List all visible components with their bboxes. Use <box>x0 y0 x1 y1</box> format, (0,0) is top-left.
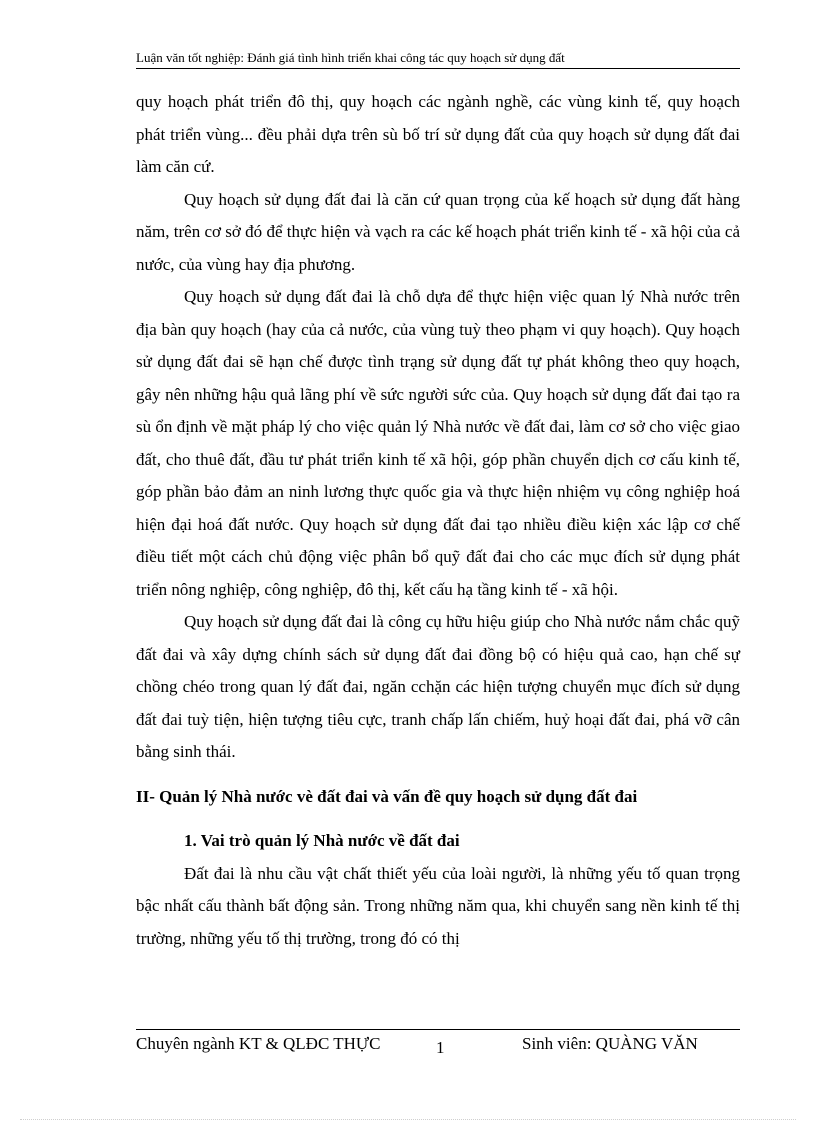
paragraph: Đất đai là nhu cầu vật chất thiết yếu của loài người, là những yếu tố quan trọng bậc nhất cấu thành bất động sản. Trong những năm qua, khi chuyển sang nền kinh tế thị trường, những yếu tố thị trường, trong đó có thị <box>136 863 740 948</box>
document-body <box>136 86 740 955</box>
footer-divider <box>136 1029 740 1030</box>
paragraph: Quy hoạch sử dụng đất đai là chỗ dựa để thực hiện việc quan lý Nhà nước trên địa bàn quy hoạch (hay của cả nước, của vùng tuỳ theo phạm vi quy hoạch). Quy hoạch sử dụng đất đai sẽ hạn chế được tình trạng sử dụng đất tự phát không theo quy hoạch, gây nên những hậu quả lãng phí về sức người sức của. Quy hoạch sử dụng đất đai tạo ra sù ổn định về mặt pháp lý cho việc quản lý Nhà nước về đất đai, làm cơ sở cho việc giao đất, cho thuê đất, đầu tư phát triển kinh tế xã hội, góp phần chuyển dịch cơ cấu kinh tế, góp phần bảo đảm an ninh lương thực quốc gia và thực hiện nhiệm vụ công nghiệp hoá hiện đại hoá đất nước. Quy hoạch sử dụng đất đai tạo nhiều điều kiện xác lập cơ chế điều tiết một cách chủ động việc phân bổ quỹ đất đai cho các mục đích sử dụng phát triển nông nghiệp, công nghiệp, đô thị, kết cấu hạ tầng kinh tế - xã hội. <box>136 287 740 599</box>
subsection-title: 1. Vai trò quản lý Nhà nước về đất đai <box>184 831 460 850</box>
footer-student: Sinh viên: QUÀNG VĂN <box>522 1034 698 1053</box>
footer-major: Chuyên ngành KT & QLĐC THỰC <box>136 1034 381 1053</box>
paragraph: Quy hoạch sử dụng đất đai là công cụ hữu hiệu giúp cho Nhà nước nắm chắc quỹ đất đai và xây dựng chính sách sử dụng đất đai đồng bộ có hiệu quả cao, hạn chế sự chồng chéo trong quan lý đất đai, ngăn cchặn các hiện tượng chuyển mục đích sử dụng đất đai tuỳ tiện, hiện tượng tiêu cực, tranh chấp lấn chiếm, huỷ hoại đất đai, phá vỡ cân bằng sinh thái. <box>136 612 740 761</box>
paragraph: quy hoạch phát triển đô thị, quy hoạch các ngành nghề, các vùng kinh tế, quy hoạch phát triển vùng... đều phải dựa trên sù bố trí sử dụng đất của quy hoạch sử dụng đất đai làm căn cứ. <box>136 92 740 176</box>
page-bottom-divider <box>20 1119 796 1120</box>
page-header: Luận văn tốt nghiệp: Đánh giá tình hình triển khai công tác quy hoạch sử dụng đất <box>136 50 740 69</box>
page-number: 1 <box>436 1038 445 1057</box>
section-title: II- Quản lý Nhà nước vè đất đai và vấn đề quy hoạch sử dụng đất đai <box>136 786 638 806</box>
paragraph: Quy hoạch sử dụng đất đai là căn cứ quan trọng của kế hoạch sử dụng đất hàng năm, trên cơ sở đó để thực hiện và vạch ra các kế hoạch phát triển kinh tế - xã hội của cả nước, của vùng hay địa phương. <box>136 189 740 274</box>
